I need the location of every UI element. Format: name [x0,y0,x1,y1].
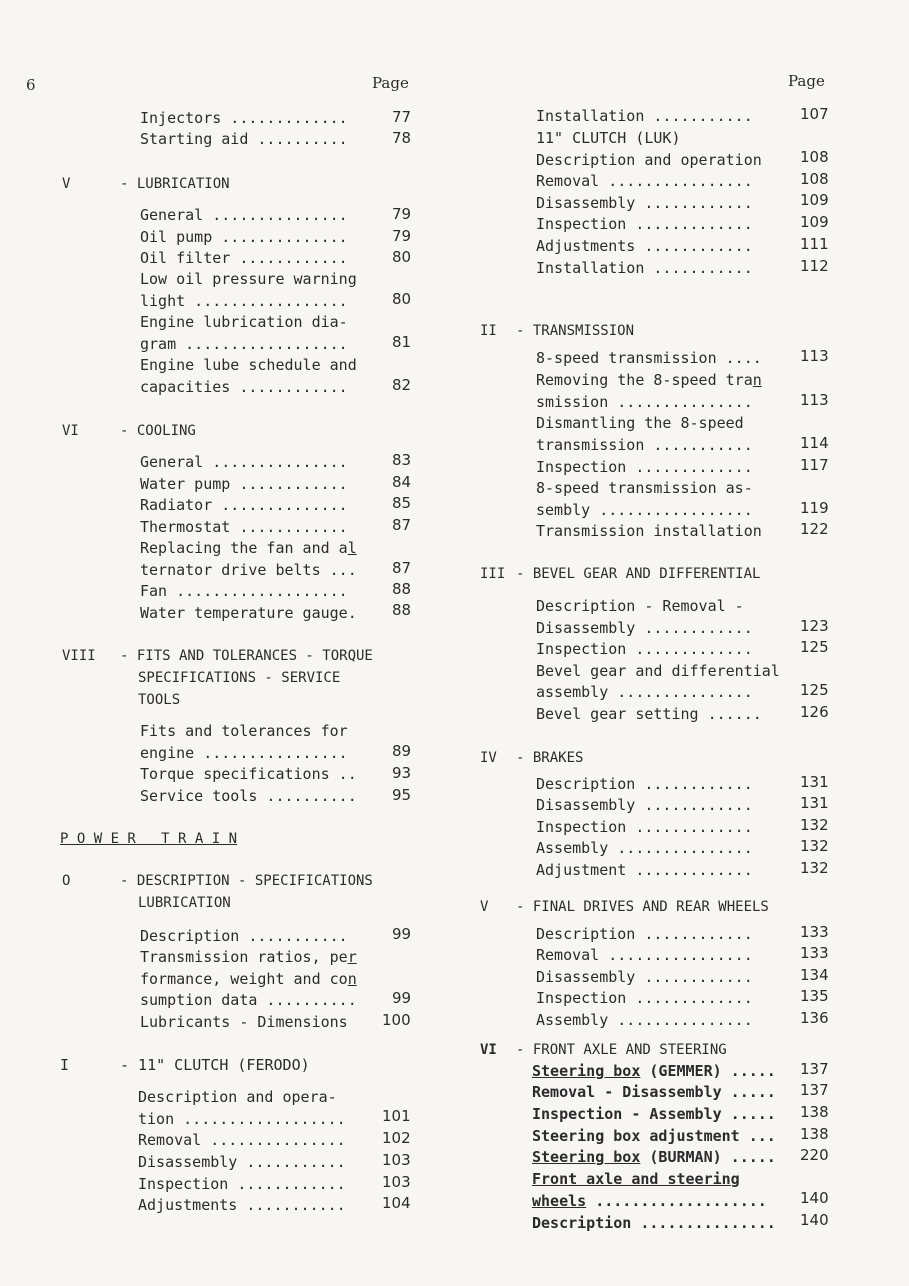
toc-entry: Steering box adjustment ... [532,1127,785,1145]
section-number: VI [480,1042,497,1058]
toc-page: 125 [800,638,829,656]
toc-entry: Engine lube schedule and [140,356,357,374]
toc-page: 102 [382,1129,411,1147]
toc-entry: Service tools .......... [140,787,366,805]
section-title: - TRANSMISSION [516,323,635,339]
section-number: III [480,566,506,582]
toc-page: 80 [392,290,412,308]
toc-entry: Assembly ............... [536,1011,762,1029]
toc-page: 79 [392,227,412,245]
toc-page: 123 [800,617,829,635]
toc-entry: Removal ............... [138,1131,355,1149]
toc-entry: Removal ................ [536,946,762,964]
toc-entry: Description and opera- [138,1088,337,1106]
toc-page: 112 [800,257,829,275]
section-number: VI [62,423,79,439]
toc-entry: Inspection ............. [536,458,762,476]
toc-page: 140 [800,1211,829,1229]
toc-entry: Front axle and steering [532,1170,740,1188]
toc-entry: Inspection ............. [536,818,762,836]
toc-page: 138 [800,1125,829,1143]
toc-entry: Adjustment ............. [536,861,762,879]
toc-entry: Assembly ............... [536,839,762,857]
toc-entry: Removal ................ [536,172,762,190]
toc-entry: assembly ............... [536,683,762,701]
toc-page: 77 [392,108,412,126]
toc-page: 108 [800,148,829,166]
section-number: I [60,1056,70,1074]
toc-page: 137 [800,1060,829,1078]
section-title: TOOLS [138,692,181,708]
toc-page: 122 [800,520,829,538]
toc-entry: transmission ........... [536,436,762,454]
section-title: - DESCRIPTION - SPECIFICATIONS [120,873,373,889]
toc-entry: ternator drive belts ... [140,561,366,579]
toc-entry: tion .................. [138,1110,355,1128]
toc-entry: Radiator .............. [140,496,357,514]
toc-entry: 8-speed transmission .... [536,349,771,367]
toc-page: 125 [800,681,829,699]
toc-page: 136 [800,1009,829,1027]
toc-entry: Removal - Disassembly ..... [532,1083,785,1101]
toc-entry: Lubricants - Dimensions [140,1013,357,1031]
toc-page: 133 [800,923,829,941]
toc-entry: Description ............... [532,1214,785,1232]
toc-entry: Inspection ............. [536,989,762,1007]
section-number: VIII [62,648,96,664]
toc-entry: Description and operation [536,151,771,169]
section-title: - 11" CLUTCH (FERODO) [120,1056,310,1074]
toc-page: 80 [392,248,412,266]
toc-entry: Removing the 8-speed tran [536,371,762,389]
toc-entry: Fan ................... [140,582,357,600]
toc-page: 131 [800,794,829,812]
toc-entry: Inspection ............. [536,640,762,658]
toc-page: 133 [800,944,829,962]
toc-entry: Disassembly ........... [138,1153,355,1171]
toc-entry: Steering box (GEMMER) ..... [532,1062,785,1080]
toc-page: 137 [800,1081,829,1099]
toc-entry: Fits and tolerances for [140,722,348,740]
toc-entry: Low oil pressure warning [140,270,357,288]
toc-entry: Dismantling the 8-speed [536,414,744,432]
page-column-header-right: Page [788,72,825,90]
toc-page: 101 [382,1107,411,1125]
toc-page: 134 [800,966,829,984]
toc-entry: Disassembly ............ [536,968,762,986]
toc-page: 83 [392,451,412,469]
toc-page: 79 [392,205,412,223]
toc-page: 81 [392,333,412,351]
toc-entry: gram .................. [140,335,357,353]
section-number: II [480,323,497,339]
toc-entry: wheels ................... [532,1192,776,1210]
toc-entry: Steering box (BURMAN) ..... [532,1148,785,1166]
section-number: IV [480,750,497,766]
toc-page: 132 [800,816,829,834]
toc-entry: Bevel gear setting ...... [536,705,771,723]
section-title: - FITS AND TOLERANCES - TORQUE [120,648,373,664]
section-title: - FRONT AXLE AND STEERING [516,1042,727,1058]
toc-page: 138 [800,1103,829,1121]
section-title: - BRAKES [516,750,584,766]
toc-entry: Disassembly ............ [536,796,762,814]
toc-entry: Thermostat ............ [140,518,357,536]
toc-entry: Description ............ [536,775,762,793]
toc-page: 104 [382,1194,411,1212]
power-train-heading: P O W E R T R A I N [60,831,238,847]
toc-page: 131 [800,773,829,791]
toc-entry: Installation ........... [536,259,762,277]
toc-entry: General ............... [140,453,357,471]
toc-page: 109 [800,213,829,231]
toc-page: 100 [382,1011,411,1029]
toc-page: 126 [800,703,829,721]
toc-entry: Oil filter ............ [140,249,357,267]
toc-entry: light ................. [140,292,357,310]
toc-page: 87 [392,559,412,577]
toc-page: 87 [392,516,412,534]
toc-entry: Adjustments ............ [536,237,762,255]
toc-page: 108 [800,170,829,188]
toc-page: 88 [392,580,412,598]
toc-page: 114 [800,434,829,452]
toc-page: 113 [800,347,829,365]
section-title: - BEVEL GEAR AND DIFFERENTIAL [516,566,761,582]
toc-page: 117 [800,456,829,474]
toc-page: 82 [392,376,412,394]
toc-entry: Inspection ............. [536,215,762,233]
toc-page: 111 [800,235,829,253]
toc-page: 88 [392,601,412,619]
toc-entry: Bevel gear and differential [536,662,780,680]
toc-entry: smission ............... [536,393,762,411]
toc-page: 99 [392,925,412,943]
toc-entry: formance, weight and con [140,970,357,988]
toc-page: 140 [800,1189,829,1207]
toc-page: 99 [392,989,412,1007]
toc-page: 113 [800,391,829,409]
toc-entry: Disassembly ............ [536,194,762,212]
section-title: - FINAL DRIVES AND REAR WHEELS [516,899,769,915]
toc-page: 103 [382,1173,411,1191]
toc-page: 107 [800,105,829,123]
toc-entry: sembly ................. [536,501,762,519]
toc-entry: General ............... [140,206,357,224]
section-title: SPECIFICATIONS - SERVICE [138,670,341,686]
toc-entry: capacities ............ [140,378,357,396]
page-number: 6 [26,76,36,94]
toc-entry: Description ............ [536,925,762,943]
toc-page: 220 [800,1146,829,1164]
toc-entry: sumption data .......... [140,991,366,1009]
toc-entry: Water temperature gauge. [140,604,366,622]
toc-page: 93 [392,764,412,782]
toc-entry: Injectors ............. [140,109,357,127]
section-number: V [480,899,489,915]
toc-entry: Starting aid .......... [140,130,357,148]
toc-page: 84 [392,473,412,491]
toc-entry: Transmission ratios, per [140,948,357,966]
toc-entry: Torque specifications .. [140,765,366,783]
toc-page: 132 [800,837,829,855]
toc-entry: Oil pump .............. [140,228,357,246]
toc-entry: Adjustments ........... [138,1196,355,1214]
section-number: O [62,873,71,889]
toc-page: 135 [800,987,829,1005]
section-number: V [62,176,71,192]
toc-entry: Engine lubrication dia- [140,313,348,331]
toc-page: 78 [392,129,412,147]
toc-entry: engine ................ [140,744,357,762]
toc-page: 132 [800,859,829,877]
toc-entry: Water pump ............ [140,475,357,493]
toc-entry: Installation ........... [536,107,762,125]
toc-page: 103 [382,1151,411,1169]
toc-entry: Description ........... [140,927,357,945]
toc-entry: Transmission installation [536,522,771,540]
toc-entry: Disassembly ............ [536,619,762,637]
section-title: - LUBRICATION [120,176,230,192]
toc-entry: 11" CLUTCH (LUK) [536,129,681,147]
toc-page: 89 [392,742,412,760]
section-title: - COOLING [120,423,196,439]
toc-page: 85 [392,494,412,512]
toc-entry: Replacing the fan and al [140,539,357,557]
section-title: LUBRICATION [138,895,231,911]
toc-entry: Inspection ............ [138,1175,355,1193]
toc-entry: 8-speed transmission as- [536,479,753,497]
toc-page: 109 [800,191,829,209]
toc-entry: Description - Removal - [536,597,744,615]
toc-page: 95 [392,786,412,804]
toc-page: 119 [800,499,829,517]
toc-entry: Inspection - Assembly ..... [532,1105,785,1123]
page-column-header-left: Page [372,74,409,92]
